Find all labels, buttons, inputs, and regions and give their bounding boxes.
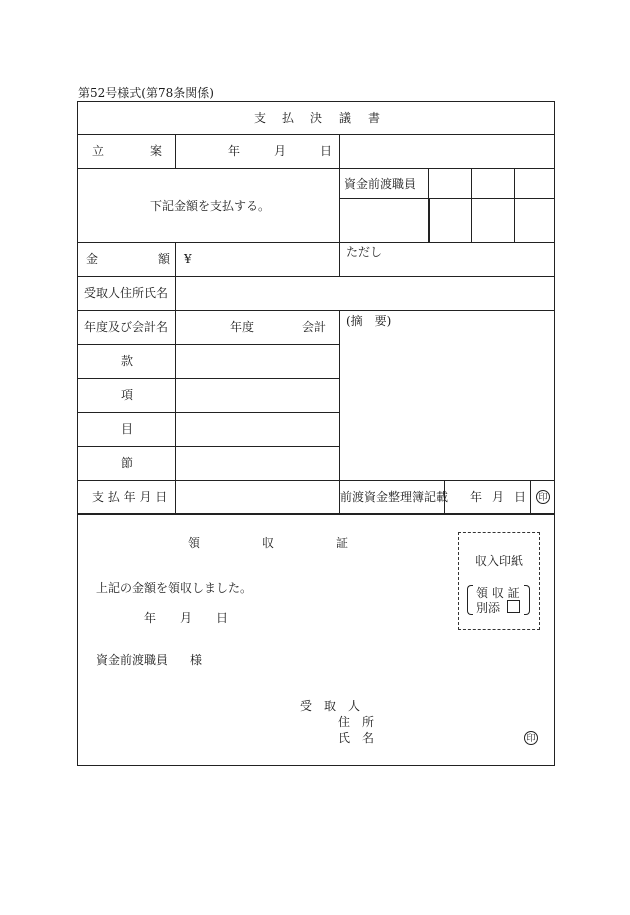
payment-date-label: 支 払 年 月 日 [92,490,168,504]
yen-sign: ¥ [184,252,192,266]
stamp-inner-bottom: 別添 [476,601,501,615]
drafted-label: 立 [92,144,105,158]
title-char: 書 [368,111,381,125]
drafted-day: 日 [320,144,333,158]
budget-item: 目 [121,422,134,436]
receipt-title-char: 収 [262,536,275,550]
proviso-label: ただし [346,245,383,259]
drafted-label: 案 [150,144,163,158]
advance-officer-label: 資金前渡職員 [344,177,417,191]
receipt-title-char: 証 [336,536,349,550]
budget-item: 項 [121,388,134,402]
payee-label: 受取人住所氏名 [84,286,169,300]
stamp-bracket-right [524,585,530,615]
title-char: 払 [282,111,295,125]
title-char: 決 [310,111,323,125]
amount-label: 額 [158,252,171,266]
receipt-year: 年 [144,611,157,625]
stamp-inner-top: 領 収 証 [476,586,520,600]
payment-resolution-form [77,101,555,766]
receipt-title-char: 領 [188,536,201,550]
recipient-address-label: 住 所 [338,715,375,729]
receipt-statement: 上記の金額を領収しました。 [96,581,253,595]
revenue-stamp-label: 収入印紙 [475,554,524,568]
ledger-day: 日 [514,490,527,504]
amount-label: 金 [86,252,99,266]
fiscal-label: 年度及び会計名 [84,320,169,334]
receipt-day: 日 [216,611,229,625]
summary-label: (摘 要) [346,314,392,328]
stamp-bracket-left [467,585,473,615]
seal-mark: 印 [536,490,550,504]
budget-item: 款 [121,354,134,368]
drafted-month: 月 [274,144,287,158]
receipt-month: 月 [180,611,193,625]
budget-item: 節 [121,456,134,470]
ledger-label: 前渡資金整理簿記載 [340,490,449,504]
recipient-seal-mark: 印 [524,731,538,745]
recipient-label: 受 取 人 [300,699,361,713]
ledger-year: 年 [470,490,483,504]
receipt-honorific: 様 [190,653,203,667]
fiscal-year-unit: 年度 [230,320,255,334]
payment-statement: 下記金額を支払する。 [150,199,271,213]
form-number: 第52号様式(第78条関係) [78,86,214,100]
receipt-addressee: 資金前渡職員 [96,653,169,667]
drafted-year: 年 [228,144,241,158]
recipient-name-label: 氏 名 [338,731,375,745]
title-char: 議 [339,111,352,125]
stamp-checkbox [507,600,520,613]
fiscal-account-unit: 会計 [302,320,327,334]
revenue-stamp-area [458,532,540,630]
ledger-month: 月 [492,490,505,504]
title-char: 支 [254,111,267,125]
